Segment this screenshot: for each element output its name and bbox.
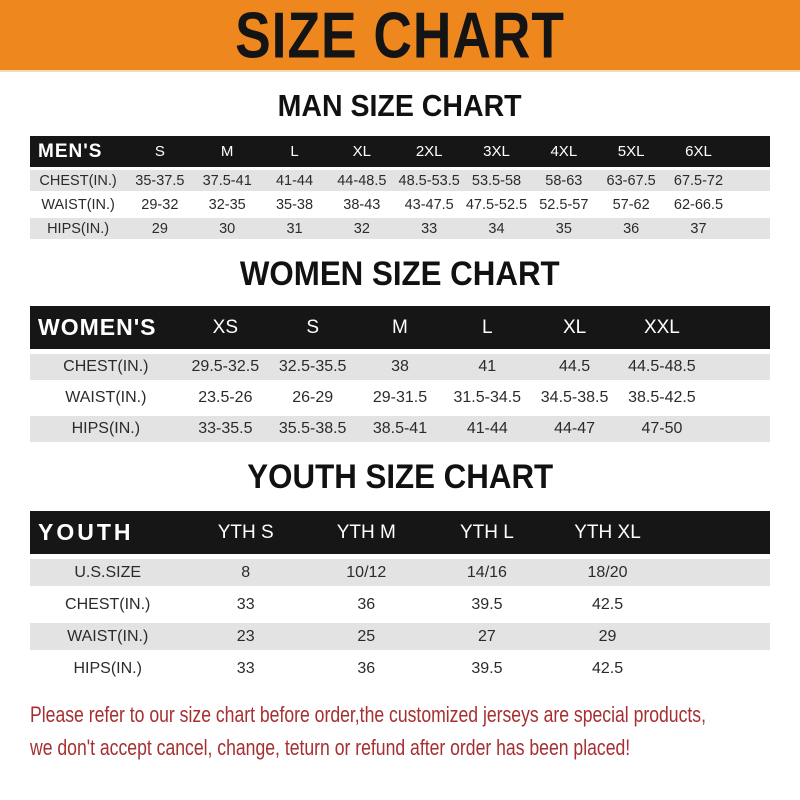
women-table-header — [30, 306, 770, 349]
size-value-cell: 33 — [236, 659, 255, 677]
size-column-header: M — [392, 316, 408, 338]
size-value-cell: 37 — [690, 220, 707, 237]
size-value-cell: 31 — [286, 220, 303, 237]
size-column-header: M — [220, 143, 234, 160]
size-column-header: YTH XL — [574, 521, 641, 543]
size-value-cell: 62-66.5 — [673, 196, 724, 213]
women-table-label: WOMEN'S — [38, 314, 157, 340]
size-value-cell: 44.5 — [559, 358, 591, 375]
size-value-cell: 63-67.5 — [606, 172, 656, 189]
size-value-cell: 32.5-35.5 — [278, 358, 347, 375]
size-value-cell: 53.5-58 — [471, 172, 522, 189]
men-waist-row — [30, 194, 770, 215]
size-value-cell: 44.5-48.5 — [628, 358, 696, 375]
women-section-title-text: WOMEN SIZE CHART — [240, 255, 560, 293]
row-label: CHEST(IN.) — [65, 595, 151, 613]
size-value-cell: 44-47 — [554, 420, 596, 437]
men-table-header — [30, 136, 770, 167]
size-value-cell: 33-35.5 — [198, 420, 253, 437]
size-column-header: YTH L — [459, 521, 514, 543]
size-value-cell: 26-29 — [292, 389, 334, 406]
women-hips-row — [30, 416, 770, 442]
size-value-cell: 8 — [241, 563, 251, 581]
size-column-header: S — [306, 316, 319, 338]
row-label: CHEST(IN.) — [63, 358, 149, 375]
size-value-cell: 38.5-42.5 — [628, 389, 696, 406]
row-label: WAIST(IN.) — [65, 389, 147, 406]
youth-hips-row — [30, 655, 770, 682]
row-label: HIPS(IN.) — [71, 420, 141, 437]
size-value-cell: 39.5 — [471, 595, 503, 613]
size-value-cell: 29 — [598, 627, 617, 645]
size-value-cell: 41-44 — [275, 172, 314, 189]
youth-ussize-row — [30, 559, 770, 586]
size-value-cell: 14/16 — [466, 563, 507, 581]
size-value-cell: 35-37.5 — [135, 172, 185, 189]
size-value-cell: 35 — [555, 220, 572, 237]
size-value-cell: 31.5-34.5 — [453, 389, 522, 406]
size-value-cell: 23 — [236, 627, 255, 645]
size-column-header: 5XL — [617, 143, 645, 160]
size-column-header: XL — [352, 143, 372, 160]
size-value-cell: 47.5-52.5 — [465, 196, 528, 213]
size-value-cell: 41 — [478, 358, 497, 375]
youth-chest-row — [30, 591, 770, 618]
women-waist-row — [30, 385, 770, 411]
youth-size-table — [30, 511, 770, 682]
row-label: HIPS(IN.) — [73, 659, 142, 677]
size-value-cell: 32 — [353, 220, 370, 237]
row-label: CHEST(IN.) — [39, 172, 117, 189]
men-size-table — [30, 136, 770, 239]
youth-waist-row — [30, 623, 770, 650]
women-section-title — [0, 255, 800, 294]
row-label: HIPS(IN.) — [47, 220, 110, 237]
size-column-header: L — [290, 143, 299, 160]
size-value-cell: 47-50 — [641, 420, 683, 437]
disclaimer-line-2: we don't accept cancel, change, teturn or refund after order has been placed! — [30, 735, 631, 760]
men-section-title — [0, 88, 800, 124]
size-value-cell: 43-47.5 — [404, 196, 454, 213]
size-value-cell: 18/20 — [587, 563, 628, 581]
youth-section-title — [0, 458, 800, 497]
size-value-cell: 35-38 — [275, 196, 314, 213]
men-chest-row — [30, 170, 770, 191]
size-column-header: XL — [562, 316, 587, 338]
size-value-cell: 29 — [151, 220, 168, 237]
size-value-cell: 38.5-41 — [372, 420, 428, 437]
size-value-cell: 41-44 — [466, 420, 508, 437]
size-chart-banner — [0, 0, 800, 72]
size-value-cell: 36 — [357, 659, 376, 677]
size-value-cell: 58-63 — [545, 172, 583, 189]
size-value-cell: 38-43 — [343, 196, 381, 213]
size-column-header: YTH S — [217, 521, 274, 543]
men-hips-row — [30, 218, 770, 239]
size-value-cell: 39.5 — [471, 659, 503, 677]
size-value-cell: 29-32 — [141, 196, 179, 213]
women-chest-row — [30, 354, 770, 380]
size-value-cell: 30 — [219, 220, 236, 237]
size-value-cell: 27 — [478, 627, 496, 645]
size-value-cell: 36 — [623, 220, 640, 237]
women-size-table — [30, 306, 770, 442]
men-table-label: MEN'S — [38, 140, 103, 162]
youth-section-title-text: YOUTH SIZE CHART — [247, 458, 553, 496]
size-column-header: S — [154, 143, 165, 160]
order-disclaimer — [30, 702, 800, 768]
size-value-cell: 25 — [357, 627, 376, 645]
size-column-header: 6XL — [685, 143, 712, 160]
size-value-cell: 37.5-41 — [202, 172, 252, 189]
row-label: WAIST(IN.) — [41, 196, 115, 213]
size-column-header: YTH M — [336, 521, 396, 543]
size-value-cell: 29.5-32.5 — [191, 358, 260, 375]
disclaimer-line-1: Please refer to our size chart before order,the customized jerseys are special products, — [30, 702, 706, 727]
size-value-cell: 34 — [488, 220, 505, 237]
size-value-cell: 42.5 — [591, 595, 624, 613]
size-column-header: L — [481, 316, 493, 338]
youth-table-header — [30, 511, 770, 554]
size-column-header: 4XL — [550, 143, 578, 160]
size-value-cell: 29-31.5 — [372, 389, 428, 406]
size-column-header: 2XL — [415, 143, 443, 160]
size-value-cell: 38 — [391, 358, 409, 375]
size-value-cell: 67.5-72 — [673, 172, 724, 189]
youth-table-label: YOUTH — [38, 519, 134, 545]
size-value-cell: 44-48.5 — [337, 172, 387, 189]
size-value-cell: 35.5-38.5 — [278, 420, 347, 437]
size-column-header: 3XL — [483, 143, 510, 160]
size-value-cell: 48.5-53.5 — [398, 172, 460, 189]
size-value-cell: 42.5 — [591, 659, 624, 677]
size-value-cell: 52.5-57 — [539, 196, 589, 213]
size-value-cell: 10/12 — [346, 563, 387, 581]
row-label: U.S.SIZE — [74, 563, 142, 581]
size-value-cell: 33 — [421, 220, 438, 237]
size-value-cell: 34.5-38.5 — [540, 389, 609, 406]
size-chart-banner-title: SIZE CHART — [235, 0, 565, 72]
size-value-cell: 23.5-26 — [198, 389, 253, 406]
size-value-cell: 36 — [357, 595, 376, 613]
size-column-header: XXL — [643, 316, 680, 338]
row-label: WAIST(IN.) — [67, 627, 149, 645]
men-section-title-text: MAN SIZE CHART — [277, 88, 523, 123]
size-value-cell: 33 — [236, 595, 255, 613]
size-value-cell: 57-62 — [612, 196, 650, 213]
size-value-cell: 32-35 — [208, 196, 246, 213]
size-column-header: XS — [212, 316, 239, 338]
